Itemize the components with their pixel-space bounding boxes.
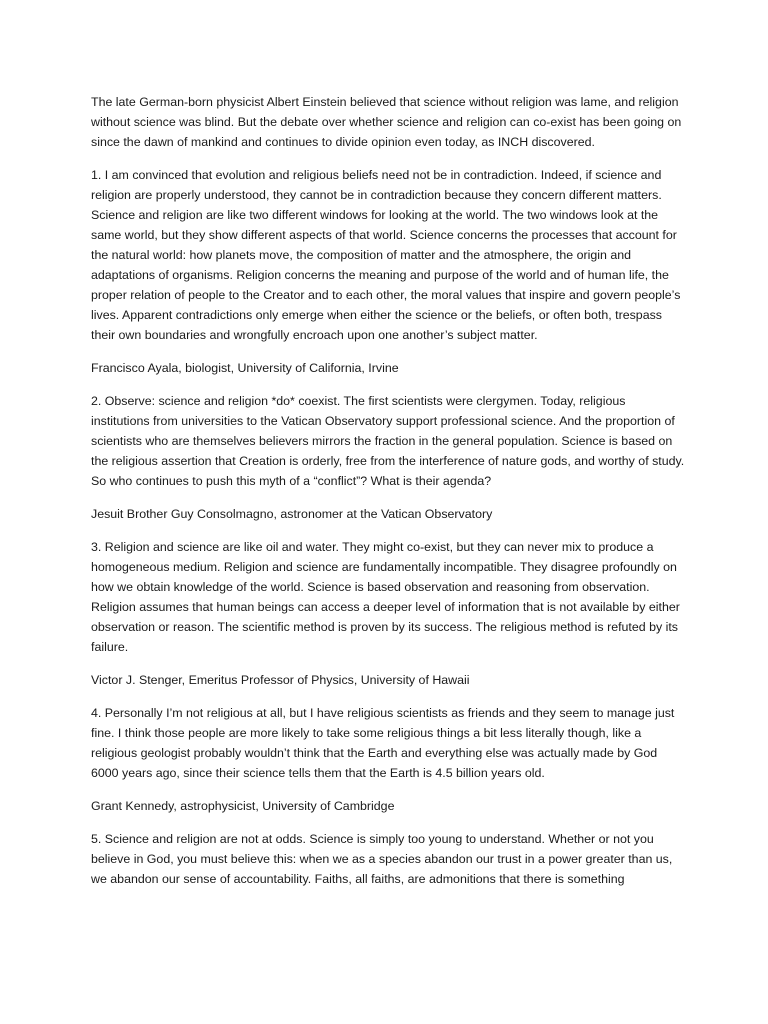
- entry-1-attribution: Francisco Ayala, biologist, University of California, Irvine: [91, 361, 399, 375]
- entry-4-attribution: Grant Kennedy, astrophysicist, University of Cambridge: [91, 799, 395, 813]
- intro-paragraph: The late German-born physicist Albert Einstein believed that science without religion was lame, and religion without science was blind. But the debate over whether science and religion can co-exist has been going on since the dawn of mankind and continues to divide opinion even today, as INCH discovered.: [91, 95, 682, 149]
- entry-5-text: 5. Science and religion are not at odds. Science is simply too young to understand. Whether or not you believe in God, you must believe this: when we as a species abandon our trust in a power greater than us, we abandon our sense of accountability. Faiths, all faiths, are admonitions that there is something: [91, 832, 673, 886]
- entry-3-attribution: Victor J. Stenger, Emeritus Professor of Physics, University of Hawaii: [91, 673, 470, 687]
- entry-4-text: 4. Personally I’m not religious at all, but I have religious scientists as friends and they seem to manage just fine. I think those people are more likely to take some religious things a bit less literally though, like a religious geologist probably wouldn’t think that the Earth and everything else was actually made by God 6000 years ago, since their science tells them that the Earth is 4.5 billion years old.: [91, 706, 675, 780]
- document-page: [91, 92, 687, 902]
- entry-1-text: 1. I am convinced that evolution and religious beliefs need not be in contradiction. Indeed, if science and religion are properly understood, they cannot be in contradiction because they concern different matters. Science and religion are like two different windows for looking at the world. The two windows look at the same world, but they show different aspects of that world. Science concerns the processes that account for the natural world: how planets move, the composition of matter and the atmosphere, the origin and adaptations of organisms. Religion concerns the meaning and purpose of the world and of human life, the proper relation of people to the Creator and to each other, the moral values that inspire and govern people’s lives. Apparent contradictions only emerge when either the science or the beliefs, or often both, trespass their own boundaries and wrongfully encroach upon one another’s subject matter.: [91, 168, 681, 342]
- entry-2-text: 2. Observe: science and religion *do* coexist. The first scientists were clergymen. Today, religious institutions from universities to the Vatican Observatory support professional science. And the proportion of scientists who are themselves believers mirrors the fraction in the general population. Science is based on the religious assertion that Creation is orderly, free from the interference of nature gods, and worthy of study. So who continues to push this myth of a “conflict”? What is their agenda?: [91, 394, 685, 488]
- entry-3-text: 3. Religion and science are like oil and water. They might co-exist, but they can never mix to produce a homogeneous medium. Religion and science are fundamentally incompatible. They disagree profoundly on how we obtain knowledge of the world. Science is based observation and reasoning from observation. Religion assumes that human beings can access a deeper level of information that is not available by either observation or reason. The scientific method is proven by its success. The religious method is refuted by its failure.: [91, 540, 680, 654]
- entry-2-attribution: Jesuit Brother Guy Consolmagno, astronomer at the Vatican Observatory: [91, 507, 493, 521]
